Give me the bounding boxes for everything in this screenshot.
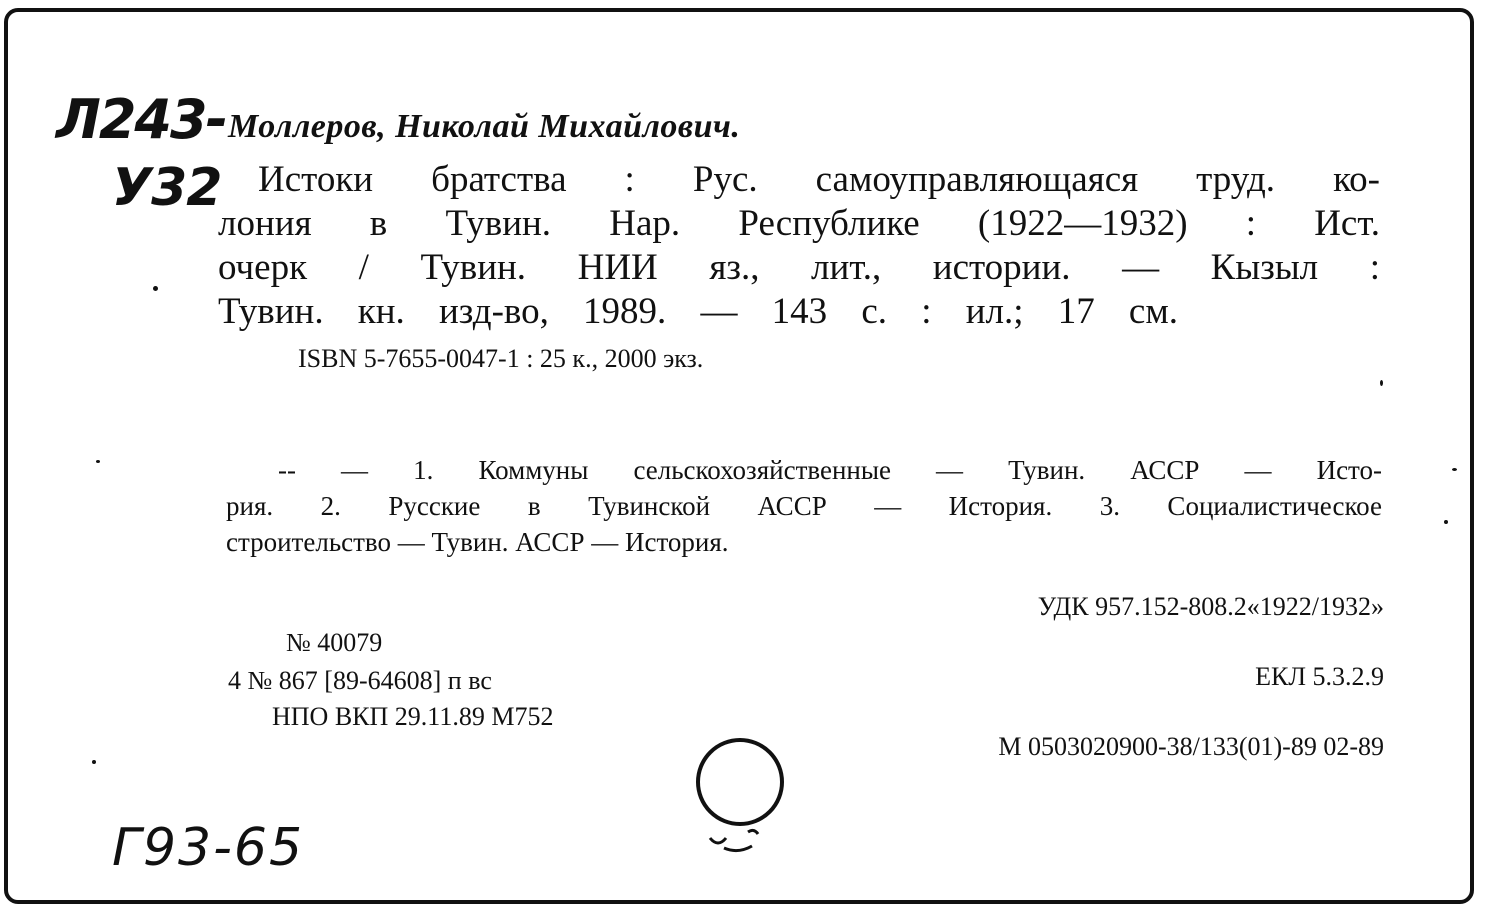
description-block (218, 158, 1380, 334)
shelf-mark-line1: Л243- (56, 88, 226, 151)
description-line-4: Тувин. кн. изд-во, 1989. — 143 с. : ил.; 17 см. (218, 291, 1178, 332)
speck (96, 460, 100, 463)
description-line-1: Истоки братства : Рус. самоуправляющаяся труд. ко- (258, 159, 1380, 200)
description-line-2: лония в Тувин. Нар. Республике (1922—1932) : Ист. (218, 203, 1380, 244)
subject-line-3: строительство — Тувин. АССР — История. (226, 527, 729, 557)
udk-code: УДК 957.152-808.2«1922/1932» (1037, 592, 1384, 621)
ekl-code: ЕКЛ 5.3.2.9 (1255, 662, 1384, 691)
shelf-mark-line2: У32 (112, 158, 222, 218)
inventory-code: Г93-65 (112, 818, 305, 878)
card-number: № 40079 (286, 628, 383, 657)
speck (1452, 468, 1457, 471)
isbn-line: ISBN 5-7655-0047-1 : 25 к., 2000 экз. (298, 344, 704, 373)
subject-line-1: -- — 1. Коммуны сельскохозяйственные — Тувин. АССР — Исто- (278, 455, 1382, 485)
speck (153, 286, 158, 291)
speck (92, 760, 96, 764)
speck (1380, 380, 1383, 386)
npo-line: НПО ВКП 29.11.89 М752 (272, 702, 554, 731)
order-line: 4 № 867 [89-64608] п вс (228, 666, 492, 695)
m-code: М 0503020900-38/133(01)-89 02-89 (998, 732, 1384, 761)
speck (1444, 520, 1448, 524)
rod-hole-circle (688, 728, 798, 878)
subject-block (226, 452, 1382, 560)
subject-line-2: рия. 2. Русские в Тувинской АССР — История. 3. Социалистическое (226, 491, 1382, 521)
author-heading: Моллеров, Николай Михайлович. (228, 108, 741, 145)
description-line-3: очерк / Тувин. НИИ яз., лит., истории. — Кызыл : (218, 247, 1380, 288)
